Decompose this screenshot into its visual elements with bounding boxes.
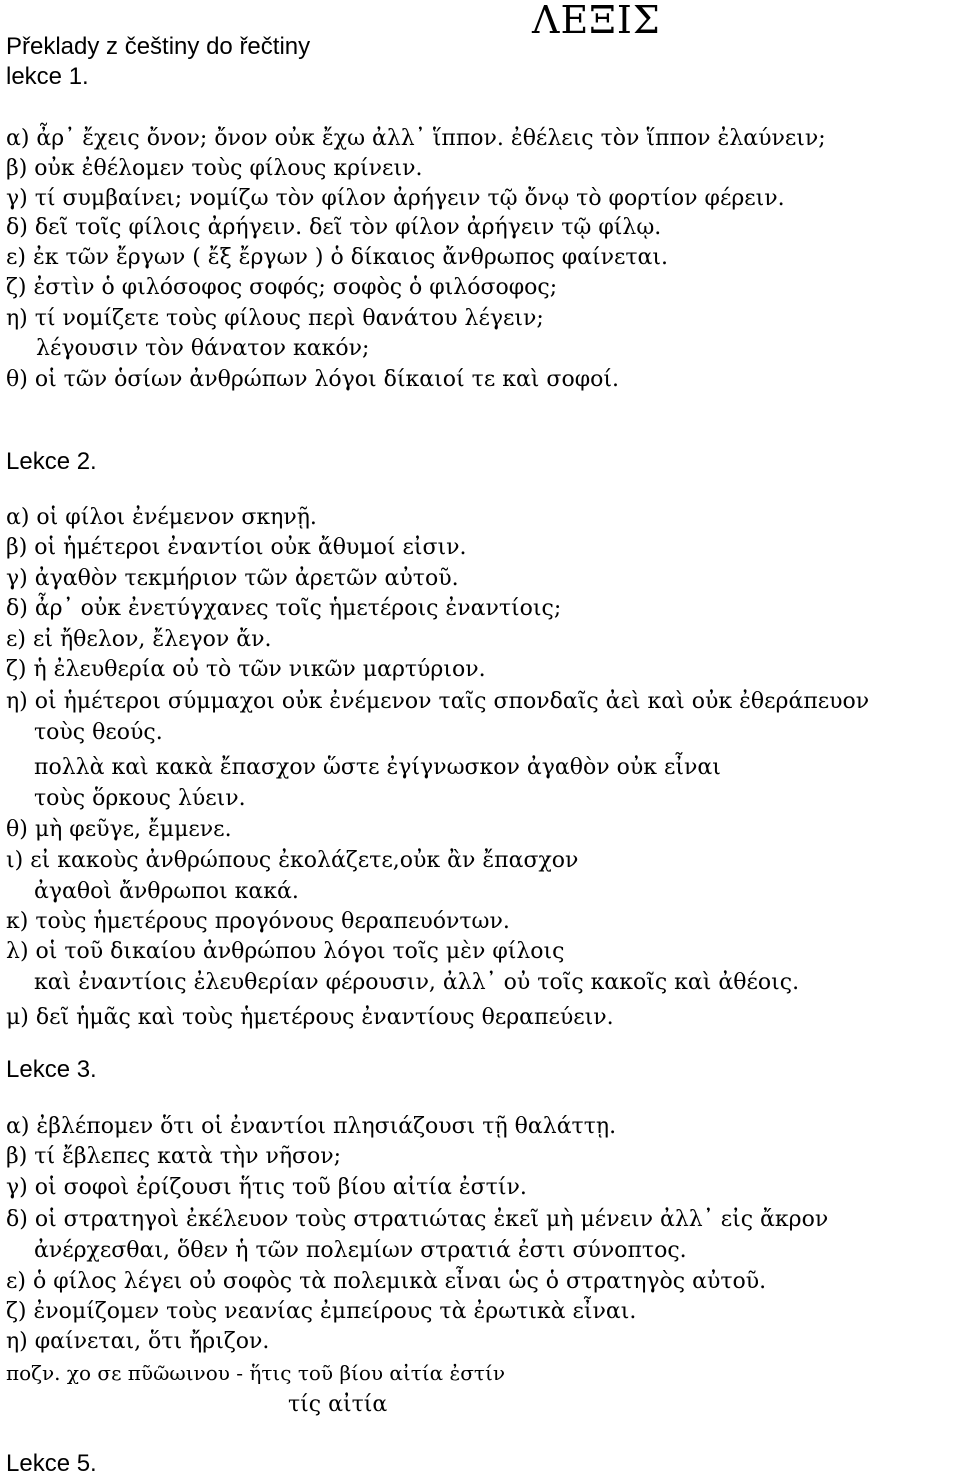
lesson1-line: θ) οἱ τῶν ὁσίων ἀνθρώπων λόγοι δίκαιοί τε καὶ σοφοί.	[6, 367, 619, 392]
lesson2-line: ζ) ἡ ἐλευθερία οὐ τὸ τῶν νικῶν μαρτύριον.	[6, 657, 486, 682]
lesson5-heading: Lekce 5.	[6, 1450, 97, 1477]
lesson2-line: τοὺς ὅρκους λύειν.	[34, 786, 246, 811]
page-title: ΛΕΞΙΣ	[532, 0, 661, 42]
lesson2-heading: Lekce 2.	[6, 448, 97, 475]
lesson3-note: ποζν. χο σε πῦῶωινου - ἥτις τοῦ βίου αἰτία ἐστίν	[6, 1361, 505, 1385]
lesson2-line: ἀγαθοὶ ἄνθρωποι κακά.	[34, 879, 299, 904]
subtitle-line-2: lekce 1.	[6, 63, 89, 90]
lesson1-line: δ) δεῖ τοῖς φίλοις ἀρήγειν. δεῖ τὸν φίλον ἀρήγειν τῷ φίλῳ.	[6, 215, 662, 240]
subtitle-line-1: Překlady z češtiny do řečtiny	[6, 33, 311, 60]
lesson3-line: γ) οἱ σοφοὶ ἐρίζουσι ἥτις τοῦ βίου αἰτία ἐστίν.	[6, 1175, 527, 1200]
lesson2-line: πολλὰ καὶ κακὰ ἔπασχον ὥστε ἐγίγνωσκον ἀγαθὸν οὐκ εἶναι	[34, 755, 721, 780]
lesson2-line: δ) ἆρ᾽ οὐκ ἐνετύγχανες τοῖς ἡμετέροις ἐναντίοις;	[6, 596, 562, 621]
lesson3-heading: Lekce 3.	[6, 1056, 97, 1083]
lesson1-line: ζ) ἐστὶν ὁ φιλόσοφος σοφός; σοφὸς ὁ φιλόσοφος;	[6, 275, 558, 300]
lesson1-line: λέγουσιν τὸν θάνατον κακόν;	[36, 336, 370, 361]
lesson2-line: τοὺς θεούς.	[34, 720, 163, 745]
lesson1-line: γ) τί συμβαίνει; νομίζω τὸν φίλον ἀρήγειν τῷ ὄνῳ τὸ φορτίον φέρειν.	[6, 186, 785, 211]
lesson2-line: ι) εἰ κακοὺς ἀνθρώπους ἐκολάζετε,οὐκ ἂν ἔπασχον	[6, 848, 579, 873]
lesson3-line: ἀνέρχεσθαι, ὅθεν ἡ τῶν πολεμίων στρατιά ἐστι σύνοπτος.	[34, 1238, 687, 1263]
lesson3-line: ε) ὁ φίλος λέγει οὐ σοφὸς τὰ πολεμικὰ εἶναι ὡς ὁ στρατηγὸς αὐτοῦ.	[6, 1269, 767, 1294]
lesson2-line: θ) μὴ φεῦγε, ἔμμενε.	[6, 817, 232, 842]
lesson2-line: μ) δεῖ ἡμᾶς καὶ τοὺς ἡμετέρους ἐναντίους θεραπεύειν.	[6, 1005, 614, 1030]
lesson3-line: ζ) ἐνομίζομεν τοὺς νεανίας ἐμπείρους τὰ ἐρωτικὰ εἶναι.	[6, 1299, 637, 1324]
lesson2-line: γ) ἀγαθὸν τεκμήριον τῶν ἀρετῶν αὐτοῦ.	[6, 566, 459, 591]
lesson3-line: β) τί ἔβλεπες κατὰ τὴν νῆσον;	[6, 1144, 342, 1169]
lesson1-line: β) οὐκ ἐθέλομεν τοὺς φίλους κρίνειν.	[6, 156, 423, 181]
lesson1-line: ε) ἐκ τῶν ἔργων ( ἔξ ἔργων ) ὁ δίκαιος ἄνθρωπος φαίνεται.	[6, 245, 669, 270]
lesson3-line: α) ἐβλέπομεν ὅτι οἱ ἐναντίοι πλησιάζουσι τῇ θαλάττῃ.	[6, 1114, 617, 1139]
lesson1-line: α) ἆρ᾽ ἔχεις ὄνον; ὄνον οὐκ ἔχω ἀλλ᾽ ἵππον. ἐθέλεις τὸν ἵππον ἐλαύνειν;	[6, 126, 826, 151]
lesson2-line: η) οἱ ἡμέτεροι σύμμαχοι οὐκ ἐνέμενον ταῖς σπονδαῖς ἀεὶ καὶ οὐκ ἐθεράπευον	[6, 689, 870, 714]
lesson2-line: κ) τοὺς ἡμετέρους προγόνους θεραπευόντων.	[6, 909, 510, 934]
lesson2-line: β) οἱ ἡμέτεροι ἐναντίοι οὐκ ἄθυμοί εἰσιν.	[6, 535, 467, 560]
lesson2-line: καὶ ἐναντίοις ἐλευθερίαν φέρουσιν, ἀλλ᾽ οὐ τοῖς κακοῖς καὶ ἀθέοις.	[34, 970, 800, 995]
lesson2-line: α) οἱ φίλοι ἐνέμενον σκηνῇ.	[6, 505, 317, 530]
lesson2-line: ε) εἰ ἤθελον, ἔλεγον ἄν.	[6, 627, 272, 652]
lesson2-line: λ) οἱ τοῦ δικαίου ἀνθρώπου λόγοι τοῖς μὲν φίλοις	[6, 939, 565, 964]
lesson3-line: δ) οἱ στρατηγοὶ ἐκέλευον τοὺς στρατιώτας ἐκεῖ μὴ μένειν ἀλλ᾽ εἰς ἄκρον	[6, 1207, 829, 1232]
lesson3-line: η) φαίνεται, ὅτι ἤριζον.	[6, 1329, 270, 1354]
lesson1-line: η) τί νομίζετε τοὺς φίλους περὶ θανάτου λέγειν;	[6, 306, 544, 331]
lesson3-note-line: τίς αἰτία	[288, 1392, 388, 1417]
